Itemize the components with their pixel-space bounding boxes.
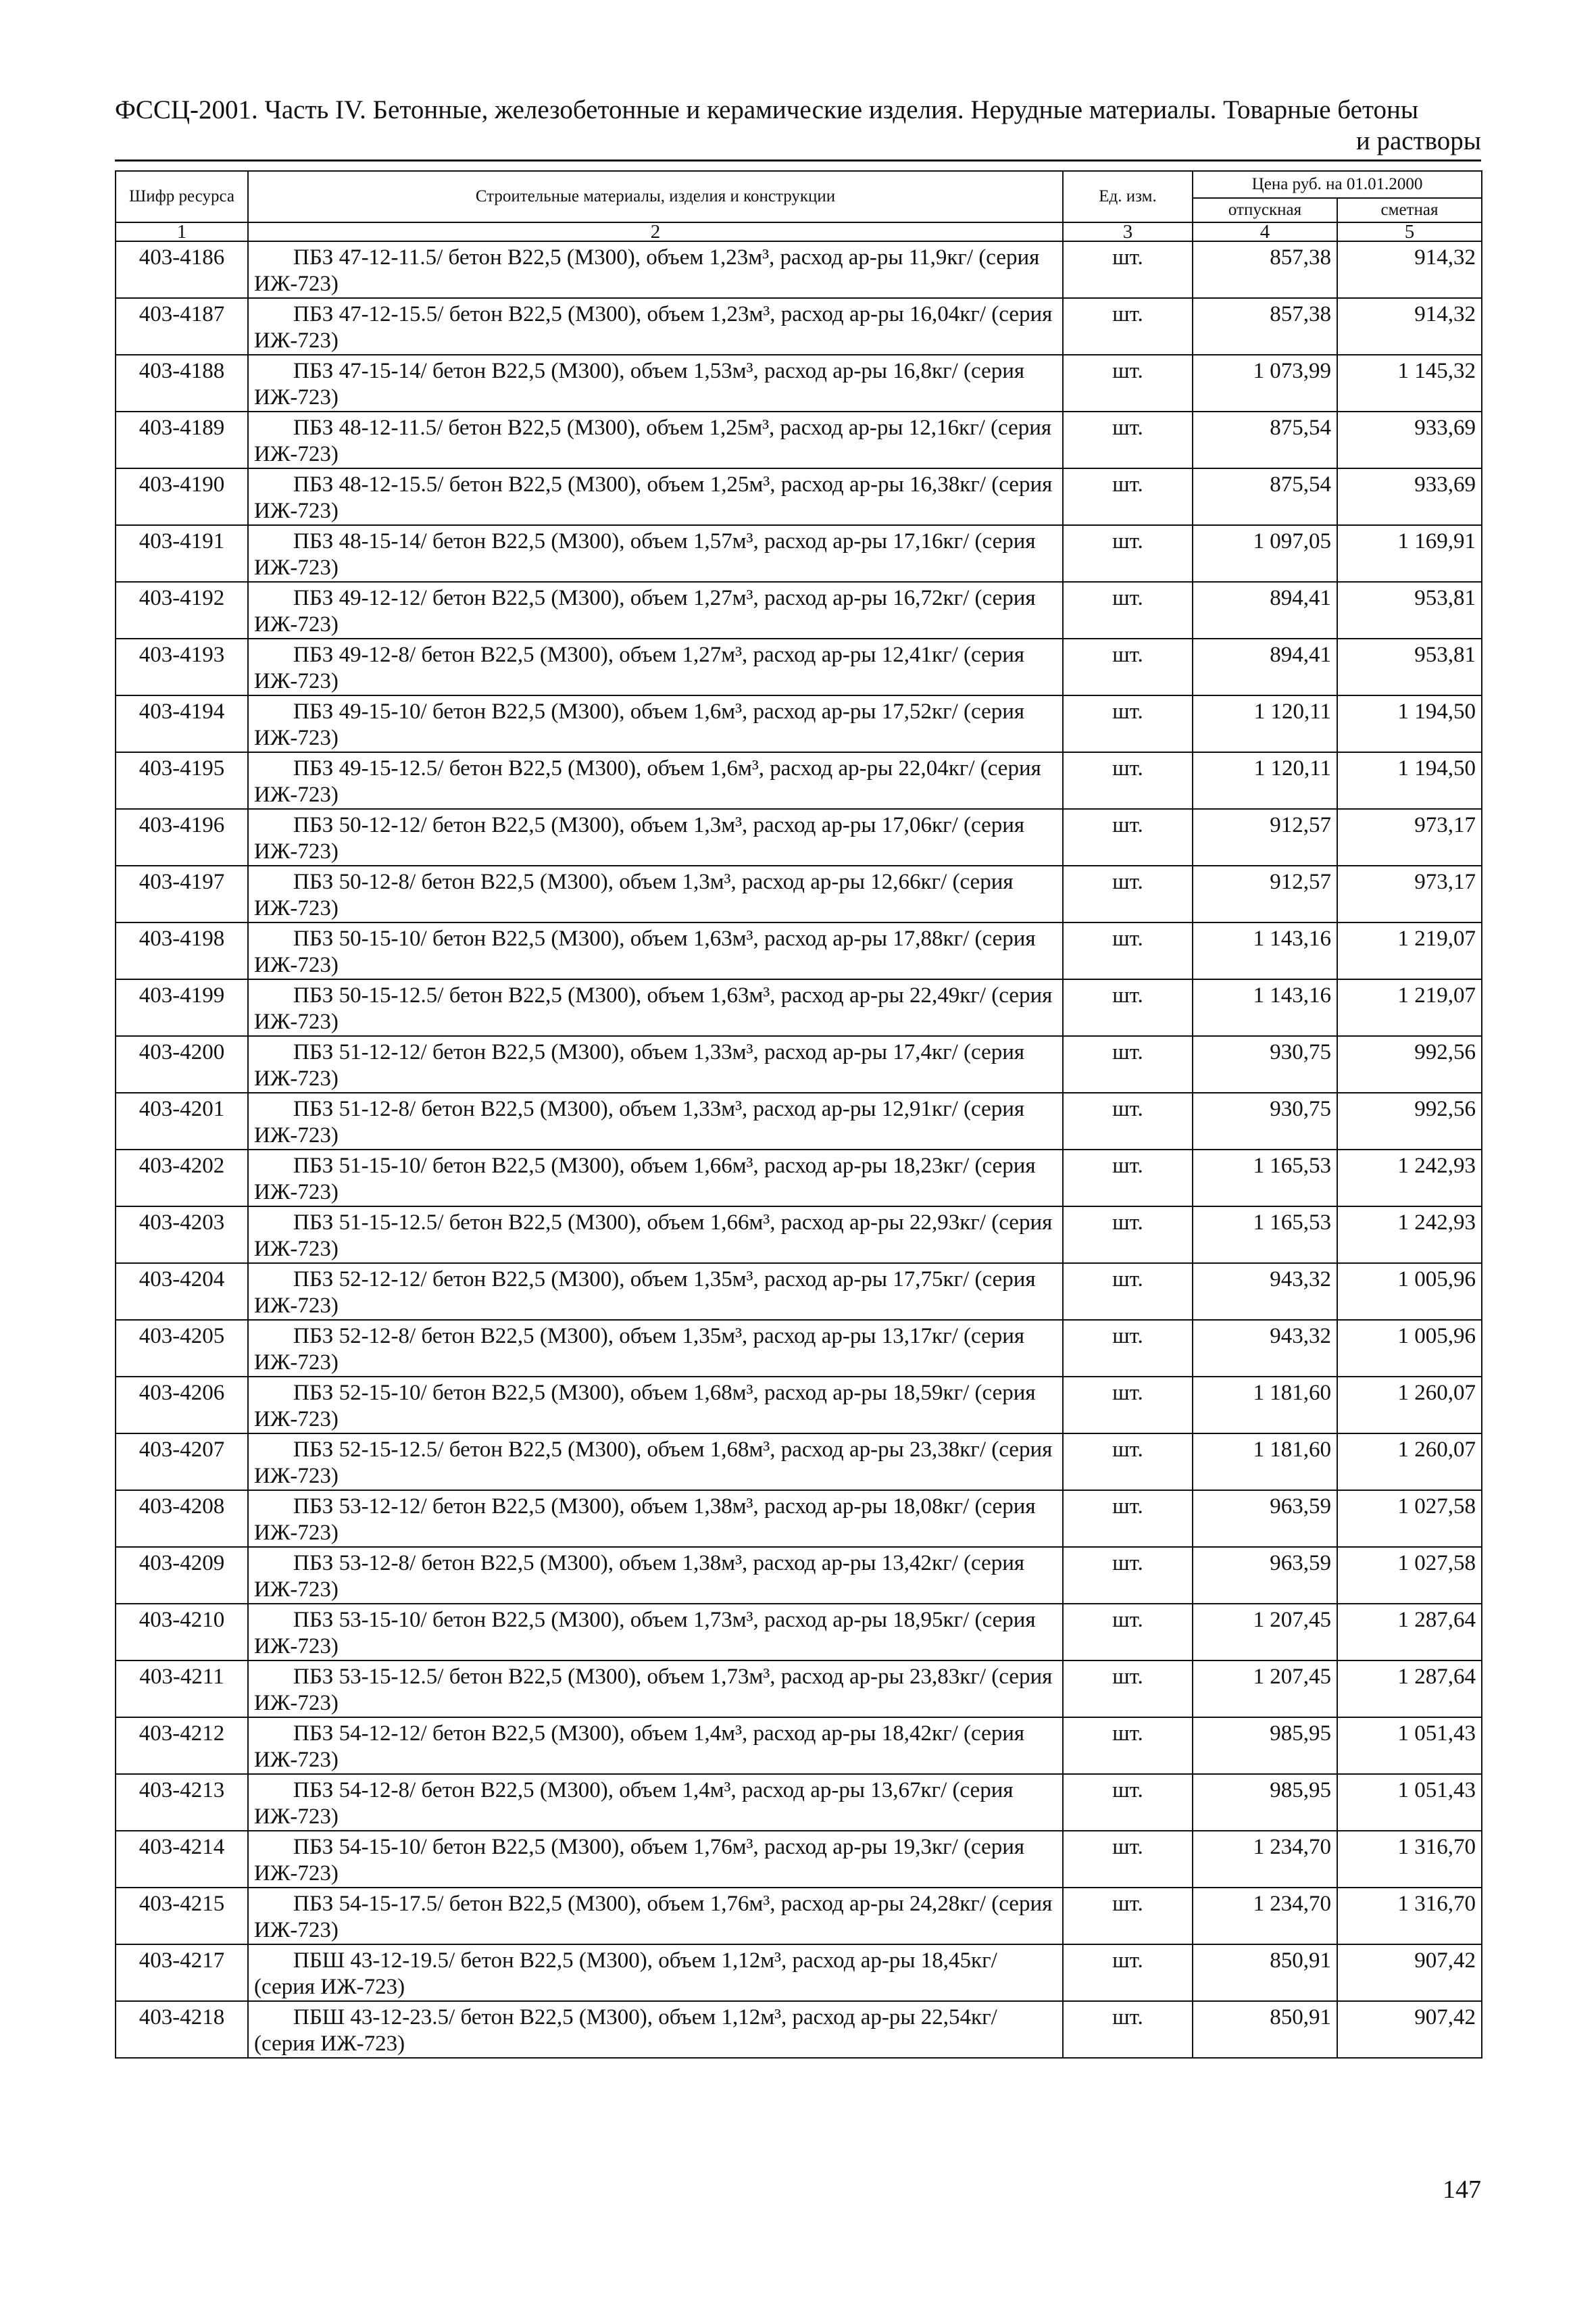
unit-of-measure: шт. [1063,412,1193,468]
material-description: ПБЗ 54-12-12/ бетон В22,5 (М300), объем 1,4м³, расход ар-ры 18,42кг/ (серия ИЖ-723) [248,1717,1063,1774]
material-description: ПБЗ 52-12-8/ бетон В22,5 (М300), объем 1,35м³, расход ар-ры 13,17кг/ (серия ИЖ-723) [248,1320,1063,1377]
estimate-price: 1 287,64 [1337,1660,1482,1717]
unit-of-measure: шт. [1063,922,1193,979]
unit-of-measure: шт. [1063,1206,1193,1263]
unit-of-measure: шт. [1063,241,1193,298]
resource-code: 403-4208 [116,1490,248,1547]
release-price: 1 207,45 [1193,1660,1337,1717]
release-price: 1 165,53 [1193,1150,1337,1206]
estimate-price: 953,81 [1337,639,1482,695]
material-description: ПБЗ 50-12-8/ бетон В22,5 (М300), объем 1,3м³, расход ар-ры 12,66кг/ (серия ИЖ-723) [248,866,1063,922]
table-row [116,1604,1482,1660]
table-row [116,752,1482,809]
column-number-row [116,222,1482,241]
table-row [116,2001,1482,2058]
resource-code: 403-4191 [116,525,248,582]
release-price: 894,41 [1193,639,1337,695]
table-row [116,809,1482,866]
resource-code: 403-4218 [116,2001,248,2058]
table-row [116,1660,1482,1717]
estimate-price: 1 051,43 [1337,1774,1482,1831]
material-description: ПБЗ 51-12-12/ бетон В22,5 (М300), объем 1,33м³, расход ар-ры 17,4кг/ (серия ИЖ-723) [248,1036,1063,1093]
unit-of-measure: шт. [1063,468,1193,525]
resource-code: 403-4197 [116,866,248,922]
table-row [116,298,1482,355]
release-price: 875,54 [1193,468,1337,525]
estimate-price: 1 316,70 [1337,1888,1482,1944]
estimate-price: 1 260,07 [1337,1433,1482,1490]
material-description: ПБЗ 48-15-14/ бетон В22,5 (М300), объем 1,57м³, расход ар-ры 17,16кг/ (серия ИЖ-723) [248,525,1063,582]
release-price: 930,75 [1193,1036,1337,1093]
release-price: 963,59 [1193,1490,1337,1547]
table-row [116,1831,1482,1888]
unit-of-measure: шт. [1063,355,1193,412]
estimate-price: 1 051,43 [1337,1717,1482,1774]
table-row [116,866,1482,922]
material-description: ПБЗ 47-12-11.5/ бетон В22,5 (М300), объем 1,23м³, расход ар-ры 11,9кг/ (серия ИЖ-723) [248,241,1063,298]
unit-of-measure: шт. [1063,1263,1193,1320]
unit-of-measure: шт. [1063,1320,1193,1377]
table-row [116,468,1482,525]
unit-of-measure: шт. [1063,1774,1193,1831]
column-header-price-group: Цена руб. на 01.01.2000 [1193,171,1482,198]
table-row [116,241,1482,298]
table-row [116,639,1482,695]
resource-code: 403-4213 [116,1774,248,1831]
resource-code: 403-4196 [116,809,248,866]
estimate-price: 973,17 [1337,809,1482,866]
release-price: 850,91 [1193,2001,1337,2058]
release-price: 894,41 [1193,582,1337,639]
unit-of-measure: шт. [1063,298,1193,355]
document-title: ФССЦ-2001. Часть IV. Бетонные, железобетонные и керамические изделия. Нерудные материалы. Товарные бетоны [115,95,1419,124]
table-row [116,1944,1482,2001]
table-row [116,1888,1482,1944]
release-price: 1 120,11 [1193,752,1337,809]
table-row [116,1490,1482,1547]
estimate-price: 992,56 [1337,1093,1482,1150]
resource-code: 403-4190 [116,468,248,525]
unit-of-measure: шт. [1063,1150,1193,1206]
release-price: 1 181,60 [1193,1377,1337,1433]
column-header-estimate-price: сметная [1337,198,1482,222]
estimate-price: 1 316,70 [1337,1831,1482,1888]
unit-of-measure: шт. [1063,639,1193,695]
estimate-price: 1 027,58 [1337,1490,1482,1547]
page-number: 147 [1443,2175,1481,2204]
estimate-price: 992,56 [1337,1036,1482,1093]
material-description: ПБЗ 47-12-15.5/ бетон В22,5 (М300), объем 1,23м³, расход ар-ры 16,04кг/ (серия ИЖ-723) [248,298,1063,355]
resource-code: 403-4211 [116,1660,248,1717]
estimate-price: 1 194,50 [1337,695,1482,752]
resource-code: 403-4217 [116,1944,248,2001]
material-description: ПБЗ 47-15-14/ бетон В22,5 (М300), объем 1,53м³, расход ар-ры 16,8кг/ (серия ИЖ-723) [248,355,1063,412]
column-header-release-price: отпускная [1193,198,1337,222]
column-header-unit: Ед. изм. [1063,171,1193,222]
resource-code: 403-4203 [116,1206,248,1263]
release-price: 1 234,70 [1193,1888,1337,1944]
resource-code: 403-4212 [116,1717,248,1774]
release-price: 857,38 [1193,298,1337,355]
table-row [116,695,1482,752]
unit-of-measure: шт. [1063,1604,1193,1660]
resource-code: 403-4214 [116,1831,248,1888]
table-row [116,1093,1482,1150]
material-description: ПБЗ 48-12-15.5/ бетон В22,5 (М300), объем 1,25м³, расход ар-ры 16,38кг/ (серия ИЖ-723) [248,468,1063,525]
unit-of-measure: шт. [1063,1036,1193,1093]
resource-code: 403-4194 [116,695,248,752]
unit-of-measure: шт. [1063,1717,1193,1774]
table-row [116,1263,1482,1320]
material-description: ПБЗ 49-15-10/ бетон В22,5 (М300), объем 1,6м³, расход ар-ры 17,52кг/ (серия ИЖ-723) [248,695,1063,752]
unit-of-measure: шт. [1063,1433,1193,1490]
material-description: ПБЗ 50-15-10/ бетон В22,5 (М300), объем 1,63м³, расход ар-ры 17,88кг/ (серия ИЖ-723) [248,922,1063,979]
column-header-code: Шифр ресурса [116,171,248,222]
unit-of-measure: шт. [1063,752,1193,809]
estimate-price: 914,32 [1337,241,1482,298]
unit-of-measure: шт. [1063,1831,1193,1888]
resource-code: 403-4186 [116,241,248,298]
material-description: ПБЗ 52-12-12/ бетон В22,5 (М300), объем 1,35м³, расход ар-ры 17,75кг/ (серия ИЖ-723) [248,1263,1063,1320]
release-price: 1 181,60 [1193,1433,1337,1490]
price-table [115,170,1482,2059]
material-description: ПБЗ 50-12-12/ бетон В22,5 (М300), объем 1,3м³, расход ар-ры 17,06кг/ (серия ИЖ-723) [248,809,1063,866]
estimate-price: 1 260,07 [1337,1377,1482,1433]
release-price: 850,91 [1193,1944,1337,2001]
header-rule [115,159,1481,162]
unit-of-measure: шт. [1063,1093,1193,1150]
estimate-price: 1 242,93 [1337,1206,1482,1263]
resource-code: 403-4209 [116,1547,248,1604]
material-description: ПБЗ 48-12-11.5/ бетон В22,5 (М300), объем 1,25м³, расход ар-ры 12,16кг/ (серия ИЖ-723) [248,412,1063,468]
material-description: ПБЗ 51-15-10/ бетон В22,5 (М300), объем 1,66м³, расход ар-ры 18,23кг/ (серия ИЖ-723) [248,1150,1063,1206]
column-number: 1 [116,222,248,241]
resource-code: 403-4206 [116,1377,248,1433]
unit-of-measure: шт. [1063,525,1193,582]
estimate-price: 973,17 [1337,866,1482,922]
release-price: 1 234,70 [1193,1831,1337,1888]
page-header [115,95,1481,157]
release-price: 875,54 [1193,412,1337,468]
table-row [116,1320,1482,1377]
document-title-continuation: и растворы [1355,126,1481,155]
column-header-materials: Строительные материалы, изделия и конструкции [248,171,1063,222]
release-price: 1 073,99 [1193,355,1337,412]
release-price: 1 207,45 [1193,1604,1337,1660]
resource-code: 403-4210 [116,1604,248,1660]
column-number: 3 [1063,222,1193,241]
table-row [116,1433,1482,1490]
release-price: 943,32 [1193,1320,1337,1377]
column-number: 5 [1337,222,1482,241]
release-price: 912,57 [1193,866,1337,922]
release-price: 1 165,53 [1193,1206,1337,1263]
resource-code: 403-4193 [116,639,248,695]
table-row [116,1036,1482,1093]
resource-code: 403-4198 [116,922,248,979]
unit-of-measure: шт. [1063,2001,1193,2058]
resource-code: 403-4192 [116,582,248,639]
resource-code: 403-4202 [116,1150,248,1206]
resource-code: 403-4207 [116,1433,248,1490]
table-row [116,525,1482,582]
unit-of-measure: шт. [1063,582,1193,639]
material-description: ПБЗ 53-12-8/ бетон В22,5 (М300), объем 1,38м³, расход ар-ры 13,42кг/ (серия ИЖ-723) [248,1547,1063,1604]
material-description: ПБЗ 50-15-12.5/ бетон В22,5 (М300), объем 1,63м³, расход ар-ры 22,49кг/ (серия ИЖ-723) [248,979,1063,1036]
table-row [116,582,1482,639]
resource-code: 403-4189 [116,412,248,468]
release-price: 857,38 [1193,241,1337,298]
release-price: 963,59 [1193,1547,1337,1604]
release-price: 1 143,16 [1193,979,1337,1036]
unit-of-measure: шт. [1063,1547,1193,1604]
table-header [116,171,1482,241]
material-description: ПБЗ 54-15-17.5/ бетон В22,5 (М300), объем 1,76м³, расход ар-ры 24,28кг/ (серия ИЖ-723) [248,1888,1063,1944]
material-description: ПБЗ 52-15-10/ бетон В22,5 (М300), объем 1,68м³, расход ар-ры 18,59кг/ (серия ИЖ-723) [248,1377,1063,1433]
material-description: ПБЗ 53-15-10/ бетон В22,5 (М300), объем 1,73м³, расход ар-ры 18,95кг/ (серия ИЖ-723) [248,1604,1063,1660]
table-row [116,1547,1482,1604]
column-number: 4 [1193,222,1337,241]
estimate-price: 1 169,91 [1337,525,1482,582]
unit-of-measure: шт. [1063,1888,1193,1944]
estimate-price: 1 005,96 [1337,1263,1482,1320]
resource-code: 403-4201 [116,1093,248,1150]
estimate-price: 1 005,96 [1337,1320,1482,1377]
estimate-price: 1 145,32 [1337,355,1482,412]
estimate-price: 1 242,93 [1337,1150,1482,1206]
material-description: ПБЗ 52-15-12.5/ бетон В22,5 (М300), объем 1,68м³, расход ар-ры 23,38кг/ (серия ИЖ-723) [248,1433,1063,1490]
estimate-price: 1 027,58 [1337,1547,1482,1604]
estimate-price: 914,32 [1337,298,1482,355]
unit-of-measure: шт. [1063,1377,1193,1433]
release-price: 912,57 [1193,809,1337,866]
resource-code: 403-4188 [116,355,248,412]
table-row [116,1774,1482,1831]
estimate-price: 907,42 [1337,2001,1482,2058]
unit-of-measure: шт. [1063,1660,1193,1717]
table-row [116,1206,1482,1263]
material-description: ПБЗ 54-12-8/ бетон В22,5 (М300), объем 1,4м³, расход ар-ры 13,67кг/ (серия ИЖ-723) [248,1774,1063,1831]
table-row [116,412,1482,468]
resource-code: 403-4204 [116,1263,248,1320]
table-row [116,1717,1482,1774]
resource-code: 403-4205 [116,1320,248,1377]
resource-code: 403-4187 [116,298,248,355]
release-price: 1 097,05 [1193,525,1337,582]
resource-code: 403-4199 [116,979,248,1036]
table-row [116,979,1482,1036]
table-row [116,1377,1482,1433]
material-description: ПБЗ 54-15-10/ бетон В22,5 (М300), объем 1,76м³, расход ар-ры 19,3кг/ (серия ИЖ-723) [248,1831,1063,1888]
material-description: ПБЗ 53-12-12/ бетон В22,5 (М300), объем 1,38м³, расход ар-ры 18,08кг/ (серия ИЖ-723) [248,1490,1063,1547]
material-description: ПБЗ 49-12-12/ бетон В22,5 (М300), объем 1,27м³, расход ар-ры 16,72кг/ (серия ИЖ-723) [248,582,1063,639]
unit-of-measure: шт. [1063,979,1193,1036]
resource-code: 403-4200 [116,1036,248,1093]
estimate-price: 953,81 [1337,582,1482,639]
unit-of-measure: шт. [1063,1944,1193,2001]
release-price: 943,32 [1193,1263,1337,1320]
column-number: 2 [248,222,1063,241]
estimate-price: 907,42 [1337,1944,1482,2001]
material-description: ПБЗ 51-12-8/ бетон В22,5 (М300), объем 1,33м³, расход ар-ры 12,91кг/ (серия ИЖ-723) [248,1093,1063,1150]
resource-code: 403-4215 [116,1888,248,1944]
material-description: ПБЗ 51-15-12.5/ бетон В22,5 (М300), объем 1,66м³, расход ар-ры 22,93кг/ (серия ИЖ-723) [248,1206,1063,1263]
material-description: ПБЗ 53-15-12.5/ бетон В22,5 (М300), объем 1,73м³, расход ар-ры 23,83кг/ (серия ИЖ-723) [248,1660,1063,1717]
unit-of-measure: шт. [1063,866,1193,922]
table-row [116,355,1482,412]
table-row [116,1150,1482,1206]
estimate-price: 1 194,50 [1337,752,1482,809]
material-description: ПБШ 43-12-23.5/ бетон В22,5 (М300), объем 1,12м³, расход ар-ры 22,54кг/ (серия ИЖ-723) [248,2001,1063,2058]
table-row [116,922,1482,979]
unit-of-measure: шт. [1063,695,1193,752]
release-price: 930,75 [1193,1093,1337,1150]
estimate-price: 933,69 [1337,412,1482,468]
estimate-price: 1 287,64 [1337,1604,1482,1660]
estimate-price: 1 219,07 [1337,979,1482,1036]
material-description: ПБЗ 49-15-12.5/ бетон В22,5 (М300), объем 1,6м³, расход ар-ры 22,04кг/ (серия ИЖ-723) [248,752,1063,809]
table-body [116,241,1482,2058]
estimate-price: 1 219,07 [1337,922,1482,979]
material-description: ПБШ 43-12-19.5/ бетон В22,5 (М300), объем 1,12м³, расход ар-ры 18,45кг/ (серия ИЖ-723) [248,1944,1063,2001]
release-price: 985,95 [1193,1774,1337,1831]
unit-of-measure: шт. [1063,1490,1193,1547]
estimate-price: 933,69 [1337,468,1482,525]
resource-code: 403-4195 [116,752,248,809]
material-description: ПБЗ 49-12-8/ бетон В22,5 (М300), объем 1,27м³, расход ар-ры 12,41кг/ (серия ИЖ-723) [248,639,1063,695]
release-price: 1 143,16 [1193,922,1337,979]
release-price: 985,95 [1193,1717,1337,1774]
unit-of-measure: шт. [1063,809,1193,866]
release-price: 1 120,11 [1193,695,1337,752]
